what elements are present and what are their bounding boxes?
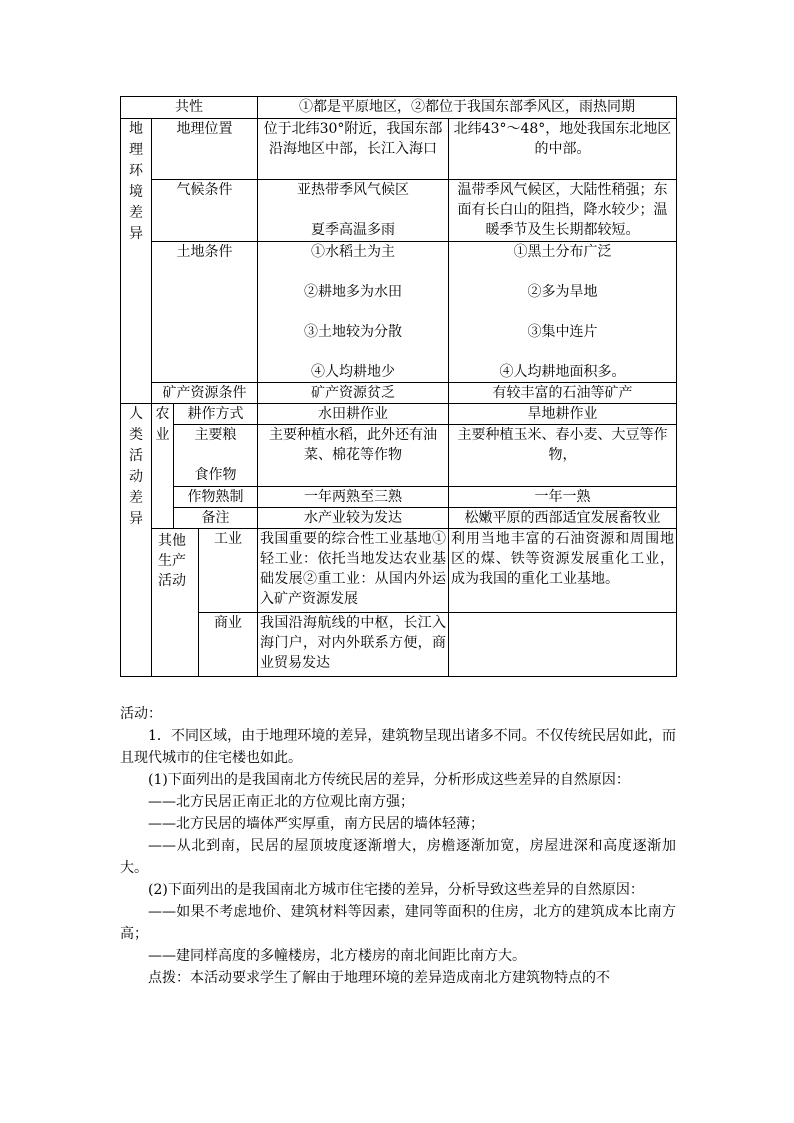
other-label: 其他生产活动 (152, 529, 199, 677)
ripen-south: 一年两熟至三熟 (258, 487, 449, 508)
commerce-north (449, 613, 677, 677)
crops-label: 主要粮 食作物 (174, 425, 258, 487)
activity-paragraph: 点拨：本活动要求学生了解由于地理环境的差异造成南北方建筑物特点的不 (148, 970, 610, 986)
climate-south: 亚热带季风气候区 夏季高温多雨 (258, 180, 449, 242)
activity-paragraph: (2)下面列出的是我国南北方城市住宅搂的差异，分析导致这些差异的自然原因： (148, 882, 644, 898)
land-south: ①水稻土为主 ②耕地多为水田 ③土地较为分散 ④人均耕地少 (258, 242, 449, 383)
mineral-label: 矿产资源条件 (152, 383, 258, 404)
table-row (121, 487, 677, 508)
table-row (121, 529, 677, 613)
common-text: ①都是平原地区，②都位于我国东部季风区，雨热同期 (258, 97, 677, 119)
table-row (121, 180, 677, 242)
table-row (121, 425, 677, 487)
activity-paragraph: 1．不同区域，由于地理环境的差异，建筑物呈现出诸多不同。不仅传统民居如此，而且现代城市的住宅楼也如此。 (120, 728, 676, 766)
farming-south: 水田耕作业 (258, 404, 449, 425)
industry-north: 利用当地丰富的石油资源和周围地区的煤、铁等资源发展重化工业，成为我国的重化工业基地。 (449, 529, 677, 613)
geo-diff-label: 地 理 环 境 差 异 (121, 119, 152, 404)
table-row (121, 242, 677, 383)
crops-south: 主要种植水稻，此外还有油菜、棉花等作物 (258, 425, 449, 487)
note-south: 水产业较为发达 (258, 508, 449, 529)
industry-south: 我国重要的综合性工业基地①轻工业：依托当地发达农业基础发展②重工业：从国内外运入矿产资源发展 (258, 529, 449, 613)
climate-north: 温带季风气候区，大陆性稍强；东面有长白山的阻挡，降水较少；温暖季节及生长期都较短。 (449, 180, 677, 242)
location-south: 位于北纬30°附近，我国东部沿海地区中部，长江入海口 (258, 119, 449, 180)
activity-section (120, 703, 676, 989)
activity-paragraph: ——建同样高度的多幢楼房，北方楼房的南北间距比南方大。 (148, 948, 526, 964)
farming-north: 旱地耕作业 (449, 404, 677, 425)
activity-paragraph: ——从北到南，民居的屋顶坡度逐渐增大，房檐逐渐加宽，房屋进深和高度逐渐加大。 (120, 838, 676, 876)
location-north: 北纬43°～48°，地处我国东北地区的中部。 (449, 119, 677, 180)
table-row (121, 508, 677, 529)
climate-label: 气候条件 (152, 180, 258, 242)
land-north: ①黑土分布广泛 ②多为旱地 ③集中连片 ④人均耕地面积多。 (449, 242, 677, 383)
location-label: 地理位置 (152, 119, 258, 180)
ripen-north: 一年一熟 (449, 487, 677, 508)
table-row (121, 119, 677, 180)
activity-paragraph: (1)下面列出的是我国南北方传统民居的差异，分析形成这些差异的自然原因： (148, 772, 630, 788)
industry-label: 工业 (199, 529, 258, 613)
commerce-label: 商业 (199, 613, 258, 677)
activity-paragraph: ——北方民居的墙体严实厚重，南方民居的墙体轻薄； (148, 816, 484, 832)
comparison-table (120, 96, 677, 677)
mineral-north: 有较丰富的石油等矿产 (449, 383, 677, 404)
human-diff-label: 人 类 活 动 差 异 (121, 404, 152, 677)
common-label: 共性 (121, 97, 258, 119)
table-row (121, 404, 677, 425)
agri-label: 农 业 (152, 404, 174, 529)
commerce-south: 我国沿海航线的中枢，长江入海门户，对内外联系方便，商业贸易发达 (258, 613, 449, 677)
note-north: 松嫩平原的西部适宜发展畜牧业 (449, 508, 677, 529)
activity-paragraph: ——如果不考虑地价、建筑材料等因素，建同等面积的住房，北方的建筑成本比南方高； (120, 904, 676, 942)
table-row (121, 613, 677, 677)
table-row (121, 383, 677, 404)
land-label: 土地条件 (152, 242, 258, 383)
mineral-south: 矿产资源贫乏 (258, 383, 449, 404)
ripen-label: 作物熟制 (174, 487, 258, 508)
table-row (121, 97, 677, 119)
activity-paragraph: ——北方民居正南正北的方位观比南方强； (148, 794, 414, 810)
crops-north: 主要种植玉米、春小麦、大豆等作物， (449, 425, 677, 487)
farming-label: 耕作方式 (174, 404, 258, 425)
activity-heading: 活动： (120, 706, 162, 722)
note-label: 备注 (174, 508, 258, 529)
